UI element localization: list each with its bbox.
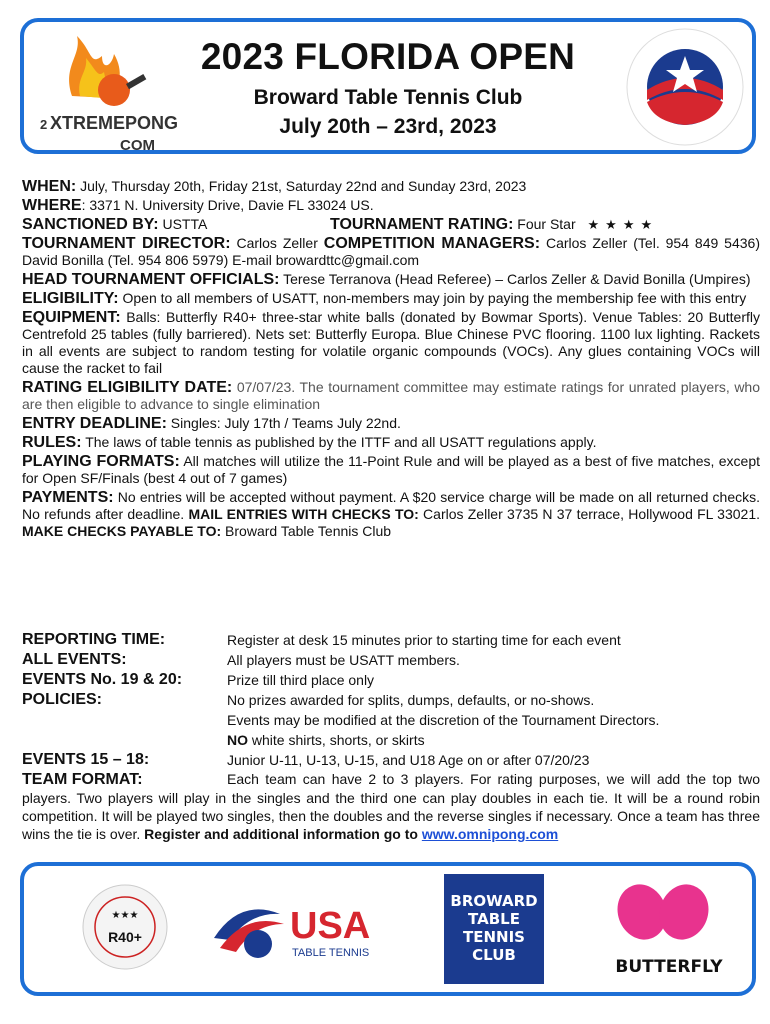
formats-label: PLAYING FORMATS: [22,453,180,470]
officials-label: HEAD TOURNAMENT OFFICIALS: [22,271,280,288]
event-details [22,630,760,843]
header-banner [20,18,756,154]
svg-text:★★★: ★★★ [111,910,139,921]
policy-item: NO white shirts, shorts, or skirts [227,732,425,748]
officials-value: Terese Terranova (Head Referee) – Carlos Zeller & David Bonilla (Umpires) [283,271,751,287]
detail-row [22,690,760,750]
rating-stars-icon: ★★★★ [587,217,659,232]
reporting-value: Register at desk 15 minutes prior to starting time for each event [227,632,621,648]
eligibility-label: ELIGIBILITY: [22,290,119,307]
event-dates: July 20th – 23rd, 2023 [279,115,497,138]
deadline-line [22,415,760,432]
xtremepong-prefix: 2 [40,117,48,132]
club-line: TABLE [468,910,520,928]
all-events-label: ALL EVENTS: [22,651,127,668]
butterfly-wordmark: BUTTERFLY [615,957,723,977]
policies-value [227,690,760,750]
policies-label: POLICIES: [22,691,103,708]
sponsor-banner [20,862,756,996]
rules-label: RULES: [22,434,82,451]
deadline-value: Singles: July 17th / Teams July 22nd. [170,415,401,431]
team-format-label: TEAM FORMAT: [22,771,143,788]
detail-row [22,630,760,650]
managers-value: Carlos Zeller (Tel. 954 849 5436) David Bonilla (Tel. 954 806 5979) E-mail browardttc@gmail.com [22,235,760,268]
events-19-20-label: EVENTS No. 19 & 20: [22,671,183,688]
payable-label: MAKE CHECKS PAYABLE TO: [22,523,222,539]
butterfly-logo [604,880,734,980]
club-line: CLUB [472,946,516,964]
page-title: 2023 FLORIDA OPEN [200,36,576,77]
detail-row [22,650,760,670]
tournament-info [22,178,760,540]
usa-wordmark: USA [290,905,371,947]
eligibility-line [22,290,760,307]
equipment-line [22,309,760,377]
director-line [22,235,760,269]
r40-ball-logo [80,882,170,972]
xtremepong-com: COM [120,137,155,152]
when-label: WHEN: [22,178,77,195]
where-value: : 3371 N. University Drive, Davie FL 33024 US. [81,197,374,213]
rating-date-value: 07/07/23. The tournament committee may estimate ratings for unrated players, who are then eligible to advance to single elimination [22,379,761,412]
mail-value: Carlos Zeller 3735 N 37 terrace, Hollywood FL 33021. [423,506,760,522]
eligibility-value: Open to all members of USATT, non-members may join by paying the membership fee with this entry [122,290,747,306]
equipment-value: Balls: Butterfly R40+ three-star white balls (donated by Bowmar Sports). Venue Tables: 20 Butterfly Centrefold 25 tables (fully barriered). Nets set: Butterfly Europa. Blue Chinese PVC flooring. 1100 lux lighting. Rackets in all events are subject to random testing for volatile organic compounds (VOCs). Any glues containing VOCs will cause the racket to fail [22,309,760,376]
team-format [22,770,760,843]
all-events-value: All players must be USATT members. [227,652,460,668]
ball-text: R40+ [108,929,142,945]
equipment-label: EQUIPMENT: [22,309,121,326]
managers-label: COMPETITION MANAGERS: [323,235,541,252]
club-name: Broward Table Tennis Club [253,86,523,109]
detail-row [22,750,760,770]
register-text: Register and additional information go to [144,826,418,842]
when-value: July, Thursday 20th, Friday 21st, Saturday 22nd and Sunday 23rd, 2023 [80,178,527,194]
where-line [22,197,760,214]
formats-value: All matches will utilize the 11-Point Rule and will be played as a best of five matches, except for Open SF/Finals (best 4 out of 7 games) [22,453,761,486]
payments-line [22,489,760,540]
payments-label: PAYMENTS: [22,489,114,506]
sanctioned-label: SANCTIONED BY: [22,216,159,233]
broward-club-logo [444,874,544,984]
omnipong-link[interactable]: www.omnipong.com [421,826,559,842]
events-15-18-label: EVENTS 15 – 18: [22,751,150,768]
director-label: TOURNAMENT DIRECTOR: [22,235,231,252]
detail-row [22,670,760,690]
rating-date-label: RATING ELIGIBILITY DATE: [22,379,233,396]
rating-date-line [22,379,760,413]
deadline-label: ENTRY DEADLINE: [22,415,167,432]
director-value: Carlos Zeller [236,235,318,251]
club-line: TENNIS [463,928,525,946]
when-line [22,178,760,195]
rating-label: TOURNAMENT RATING: [330,216,514,233]
payable-value: Broward Table Tennis Club [225,523,392,539]
rules-value: The laws of table tennis as published by the ITTF and all USATT regulations apply. [85,434,597,450]
sanction-rating-line [22,216,760,233]
events-19-20-value: Prize till third place only [227,672,375,688]
events-15-18-value: Junior U-11, U-13, U-15, and U18 Age on or after 07/20/23 [227,752,590,768]
where-label: WHERE [22,197,82,214]
usatt-seal-logo [624,26,746,148]
policy-item: Events may be modified at the discretion of the Tournament Directors. [227,712,660,728]
reporting-label: REPORTING TIME: [22,631,166,648]
rules-line [22,434,760,451]
team-format-value: Each team can have 2 to 3 players. For rating purposes, we will add the top two players. Two players will play in the singles and the third one can play doubles in each tie. It will be a round robin competition. It will be played two singles, then the doubles and the reverse singles if necessary. Once a team has three wins the tie is over. [22,771,760,842]
usa-table-tennis-logo [210,894,400,966]
policy-item: No prizes awarded for splits, dumps, defaults, or no-shows. [227,692,595,708]
rating-value: Four Star [517,216,576,232]
club-line: BROWARD [450,892,538,910]
xtremepong-wordmark: XTREMEPONG [50,113,179,133]
sanctioned-value: USTTA [162,216,208,232]
usa-sub: TABLE TENNIS [292,947,370,959]
formats-line [22,453,760,487]
mail-label: MAIL ENTRIES WITH CHECKS TO: [188,506,419,522]
officials-line [22,271,760,288]
payments-value: No entries will be accepted without payment. A $20 service charge will be made on all returned checks. No refunds after deadline. [22,489,761,522]
